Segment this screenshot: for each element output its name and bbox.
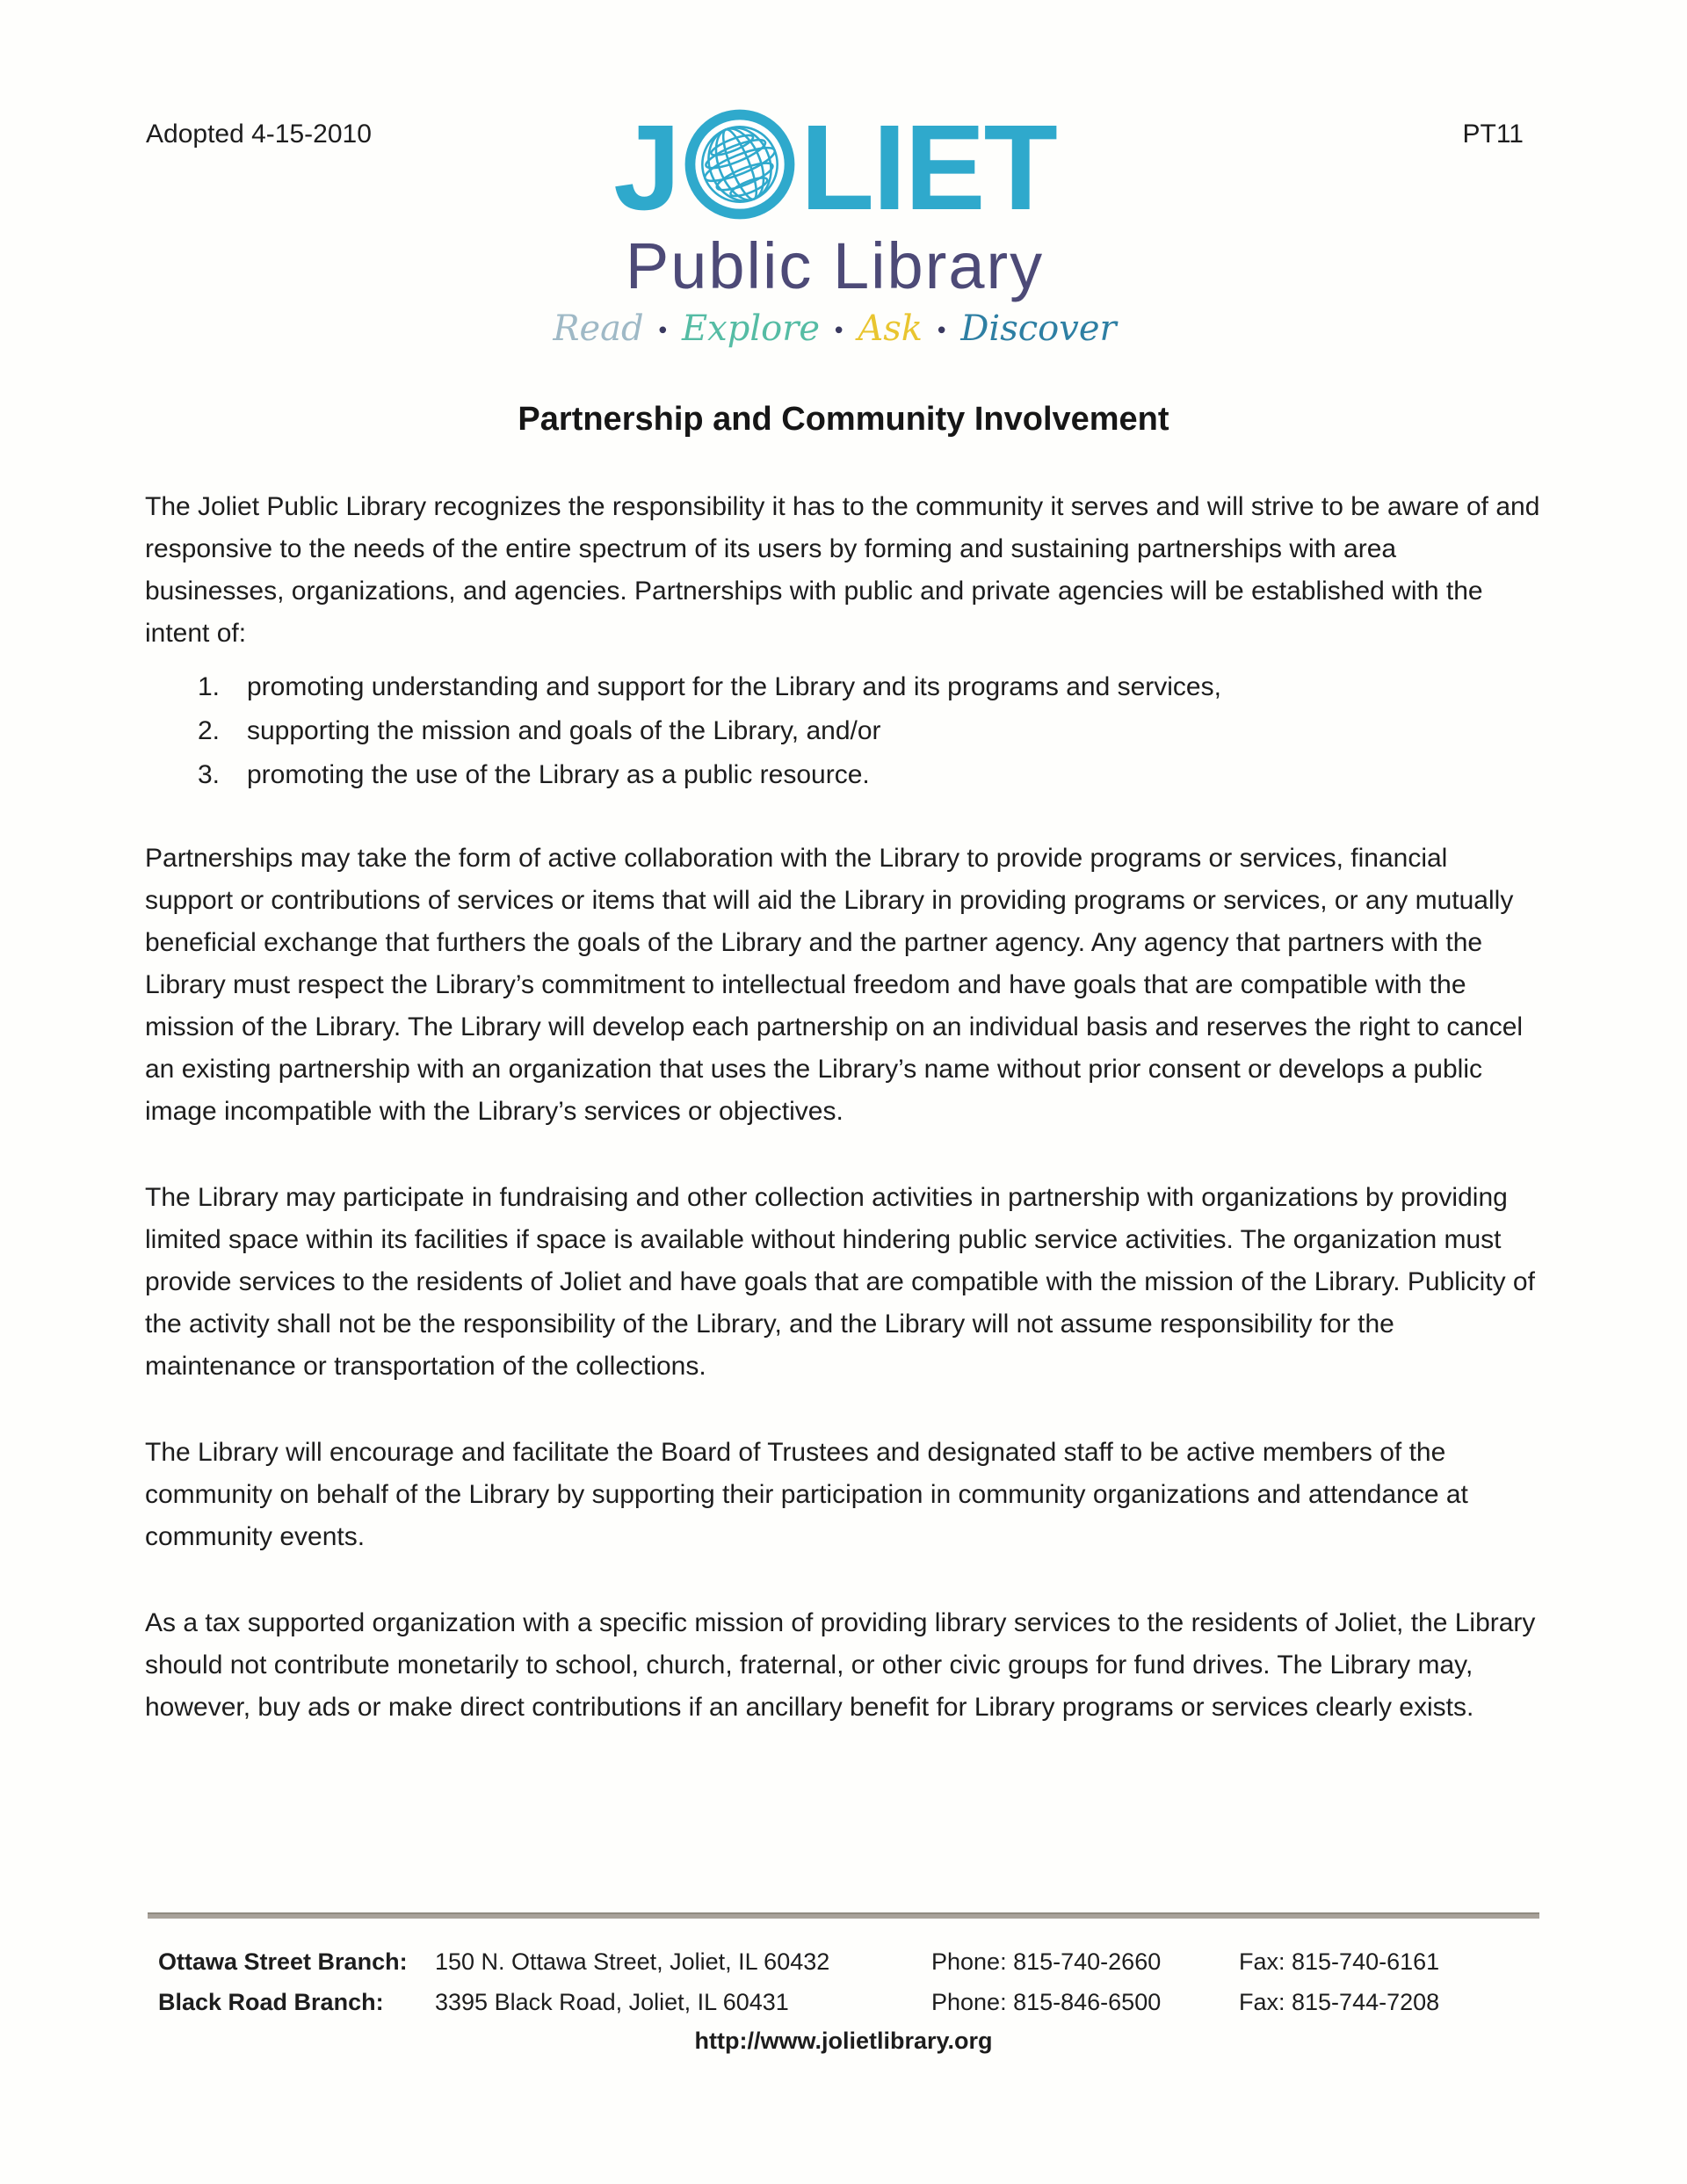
tagline-dot: • xyxy=(655,318,670,345)
document-footer xyxy=(0,1912,1687,2055)
list-item-text: promoting understanding and support for the Library and its programs and services, xyxy=(247,672,1221,701)
branch-label: Ottawa Street Branch: xyxy=(158,1948,408,1975)
tagline-dot: • xyxy=(832,318,846,345)
list-item-number: 3. xyxy=(198,760,221,789)
branch-info xyxy=(0,1919,1687,2022)
branch-label: Black Road Branch: xyxy=(158,1989,384,2015)
logo-letter-j: J xyxy=(613,100,679,236)
document-body xyxy=(0,439,1687,1729)
branch-fax: Fax: 815-744-7208 xyxy=(1239,1989,1440,2015)
adopted-date: Adopted 4-15-2010 xyxy=(146,120,372,149)
tagline-word-explore: Explore xyxy=(681,308,820,349)
branch-phone: Phone: 815-846-6500 xyxy=(931,1989,1162,2015)
intent-list xyxy=(145,665,1542,797)
logo-letters-liet: LIET xyxy=(800,100,1056,236)
logo-wordmark xyxy=(383,100,1286,236)
library-logo xyxy=(383,100,1286,349)
branch-address: 150 N. Ottawa Street, Joliet, IL 60432 xyxy=(435,1948,830,1975)
logo-subtitle: Public Library xyxy=(625,229,1045,302)
tagline-dot: • xyxy=(935,318,949,345)
list-item-number: 2. xyxy=(198,716,221,745)
branch-fax: Fax: 815-740-6161 xyxy=(1239,1948,1440,1975)
paragraph-intro: The Joliet Public Library recognizes the responsibility it has to the community it serves and will strive to be aware of and responsive to the needs of the entire spectrum of its users by forming and sustaining partnerships with area businesses, organizations, and agencies. Partnerships with public and private agencies will be established with the intent of: xyxy=(145,492,1540,648)
branch-row xyxy=(158,1941,1542,1982)
tagline-word-discover: Discover xyxy=(960,308,1117,349)
paragraph-tax: As a tax supported organization with a specific mission of providing library services to the residents of Joliet, the Library should not contribute monetarily to school, church, fraternal, or other civic groups for fund drives. The Library may, however, buy ads or make direct contributions if an ancillary benefit for Library programs or services clearly exists. xyxy=(145,1608,1536,1722)
branch-address: 3395 Black Road, Joliet, IL 60431 xyxy=(435,1989,789,2015)
document-header xyxy=(0,0,1687,349)
page-title: Partnership and Community Involvement xyxy=(518,401,1169,438)
list-item-text: supporting the mission and goals of the Library, and/or xyxy=(247,716,881,745)
paragraph-trustees: The Library will encourage and facilitate the Board of Trustees and designated staff to be active members of the community on behalf of the Library by supporting their participation in community organizations and attendance at community events. xyxy=(145,1438,1468,1551)
paragraph-fundraising: The Library may participate in fundraising and other collection activities in partnership with organizations by providing limited space within its facilities if space is available without hindering public service activities. The organization must provide services to the residents of Joliet and have goals that are compatible with the mission of the Library. Publicity of the activity shall not be the responsibility of the Library, and the Library will not assume responsibility for the maintenance or transportation of the collections. xyxy=(145,1183,1535,1381)
branch-row xyxy=(158,1982,1542,2022)
list-item xyxy=(145,709,1542,753)
list-item-text: promoting the use of the Library as a public resource. xyxy=(247,760,870,789)
logo-tagline xyxy=(383,308,1286,349)
paragraph-partnerships: Partnerships may take the form of active collaboration with the Library to provide programs or services, financial support or contributions of services or items that will aid the Library in providing programs or services, or any mutually beneficial exchange that furthers the goals of the Library and the partner agency. Any agency that partners with the Library must respect the Library’s commitment to intellectual freedom and have goals that are compatible with the mission of the Library. The Library will develop each partnership on an individual basis and reserves the right to cancel an existing partnership with an organization that uses the Library’s name without prior consent or develops a public image incompatible with the Library’s services or objectives. xyxy=(145,844,1524,1126)
branch-phone: Phone: 815-740-2660 xyxy=(931,1948,1162,1975)
globe-icon xyxy=(684,108,796,221)
tagline-word-read: Read xyxy=(553,308,644,349)
library-url: http://www.jolietlibrary.org xyxy=(694,2028,993,2054)
list-item-number: 1. xyxy=(198,672,221,701)
list-item xyxy=(145,665,1542,709)
tagline-word-ask: Ask xyxy=(858,308,923,349)
policy-code: PT11 xyxy=(1462,120,1524,149)
footer-divider xyxy=(148,1912,1539,1919)
list-item xyxy=(145,753,1542,797)
